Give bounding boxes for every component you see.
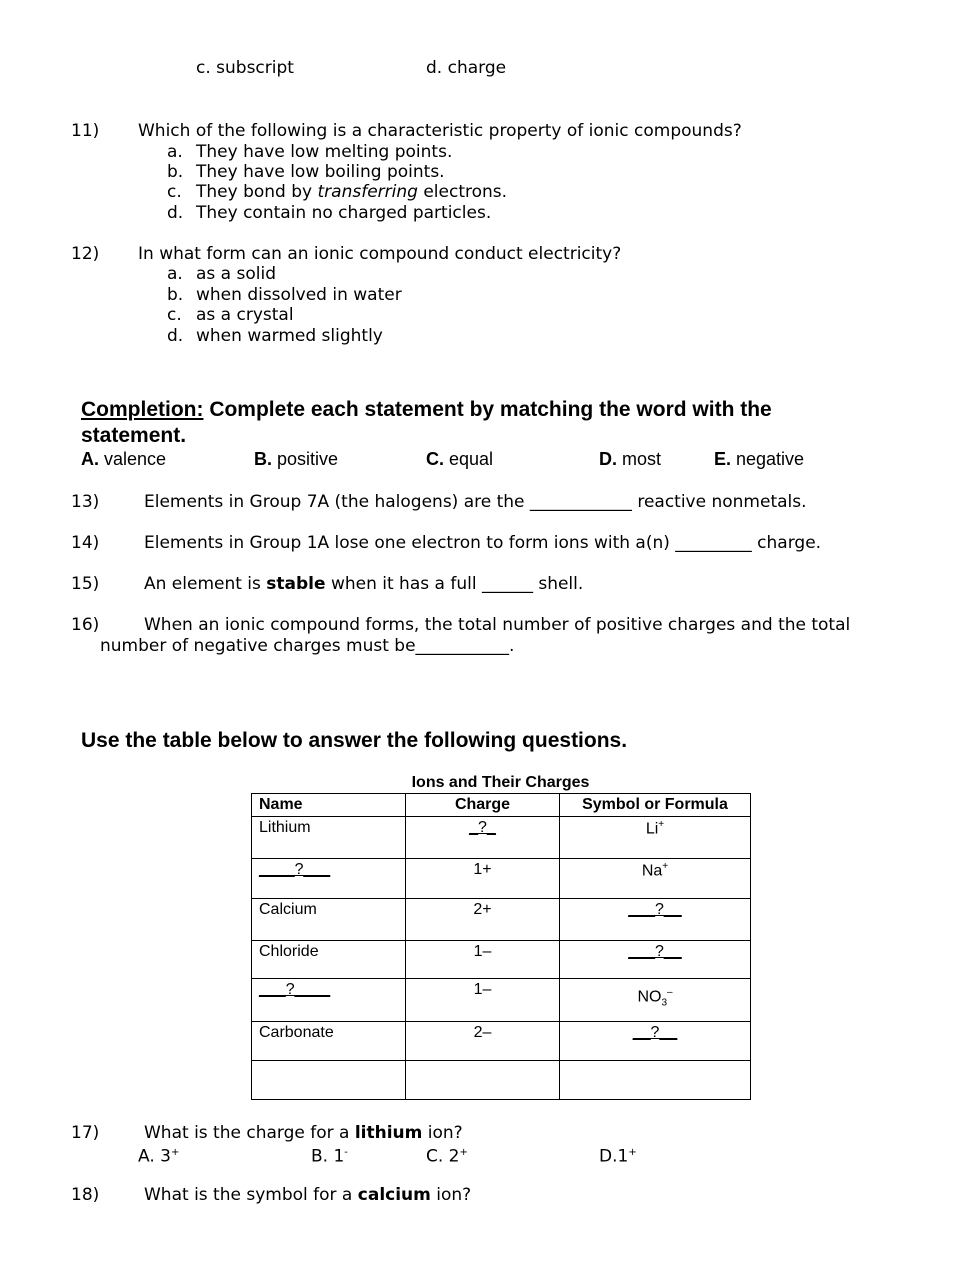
row-symbol: __?__ <box>560 1022 751 1061</box>
row-symbol <box>560 1061 751 1100</box>
table-row <box>252 1061 751 1100</box>
q11-letter-d: d. <box>167 203 184 223</box>
row-symbol: ___?__ <box>560 941 751 979</box>
header-charge: Charge <box>406 794 560 817</box>
table-caption: Ions and Their Charges <box>411 774 590 791</box>
option-d-charge: d. charge <box>426 58 507 78</box>
table-row <box>252 979 751 1022</box>
completion-instruction: Complete each statement by matching the word with the <box>203 398 772 421</box>
q17-option-d: D.1+ <box>599 1146 637 1167</box>
row-name: ____?___ <box>252 859 406 899</box>
row-symbol: Li+ <box>560 817 751 859</box>
table-row <box>252 817 751 859</box>
header-name: Name <box>252 794 406 817</box>
row-symbol: Na+ <box>560 859 751 899</box>
q12-letter-d: d. <box>167 326 184 346</box>
table-row <box>252 1022 751 1061</box>
q14-number: 14) <box>71 533 100 553</box>
q12-letter-a: a. <box>167 264 183 284</box>
q16-text-line2: number of negative charges must be___________. <box>100 636 515 656</box>
q17-text: What is the charge for a lithium ion? <box>144 1123 463 1143</box>
row-name: ___?____ <box>252 979 406 1022</box>
q16-number: 16) <box>71 615 100 635</box>
q15-text: An element is stable when it has a full ______ shell. <box>144 574 584 594</box>
q12-option-a: as a solid <box>196 264 276 284</box>
choice-c: C. equal <box>426 449 494 469</box>
row-symbol: ___?__ <box>560 899 751 941</box>
q12-option-b: when dissolved in water <box>196 285 402 305</box>
q11-option-a: They have low melting points. <box>196 142 453 162</box>
q11-letter-b: b. <box>167 162 184 182</box>
row-charge: 2+ <box>406 899 560 941</box>
row-charge <box>406 1061 560 1100</box>
table-intro-heading: Use the table below to answer the following questions. <box>81 729 628 752</box>
q12-text: In what form can an ionic compound conduct electricity? <box>138 244 622 264</box>
q17-option-a: A. 3+ <box>138 1146 180 1167</box>
row-charge: 2– <box>406 1022 560 1061</box>
q12-letter-c: c. <box>167 305 182 325</box>
q11-letter-c: c. <box>167 182 182 202</box>
header-symbol: Symbol or Formula <box>560 794 751 817</box>
table-header-row <box>252 794 751 817</box>
q11-letter-a: a. <box>167 142 183 162</box>
table-row <box>252 859 751 899</box>
choice-b: B. positive <box>254 449 339 469</box>
row-name <box>252 1061 406 1100</box>
completion-title: Completion: <box>81 398 204 421</box>
q11-option-c: They bond by transferring electrons. <box>196 182 508 202</box>
row-name: Calcium <box>252 899 406 941</box>
q11-text: Which of the following is a characteristic property of ionic compounds? <box>138 121 742 141</box>
q11-option-b: They have low boiling points. <box>196 162 445 182</box>
q13-number: 13) <box>71 492 100 512</box>
q18-number: 18) <box>71 1185 100 1205</box>
q15-number: 15) <box>71 574 100 594</box>
q17-number: 17) <box>71 1123 100 1143</box>
ions-table <box>251 793 751 1100</box>
q16-text-line1: When an ionic compound forms, the total number of positive charges and the total <box>144 615 851 635</box>
row-charge: 1– <box>406 941 560 979</box>
completion-instruction-line2: statement. <box>81 424 187 447</box>
q11-number: 11) <box>71 121 100 141</box>
q11-option-d: They contain no charged particles. <box>196 203 492 223</box>
choice-e: E. negative <box>714 449 805 469</box>
completion-heading <box>81 397 772 423</box>
row-charge: 1+ <box>406 859 560 899</box>
row-name: Carbonate <box>252 1022 406 1061</box>
choice-d: D. most <box>599 449 662 469</box>
row-name: Chloride <box>252 941 406 979</box>
table-row <box>252 941 751 979</box>
row-name: Lithium <box>252 817 406 859</box>
q12-option-c: as a crystal <box>196 305 294 325</box>
q17-option-c: C. 2+ <box>426 1146 468 1167</box>
table-row <box>252 899 751 941</box>
q13-text: Elements in Group 7A (the halogens) are the ____________ reactive nonmetals. <box>144 492 807 512</box>
row-symbol: $NO_3^-$ <box>560 979 751 1022</box>
q12-option-d: when warmed slightly <box>196 326 383 346</box>
q18-text: What is the symbol for a calcium ion? <box>144 1185 472 1205</box>
row-charge: 1– <box>406 979 560 1022</box>
choice-a: A. valence <box>81 449 167 469</box>
q14-text: Elements in Group 1A lose one electron to form ions with a(n) _________ charge. <box>144 533 822 553</box>
q12-letter-b: b. <box>167 285 184 305</box>
q17-option-b: B. 1- <box>311 1146 348 1167</box>
q12-number: 12) <box>71 244 100 264</box>
row-charge: _?_ <box>406 817 560 859</box>
option-c-subscript: c. subscript <box>196 58 294 78</box>
